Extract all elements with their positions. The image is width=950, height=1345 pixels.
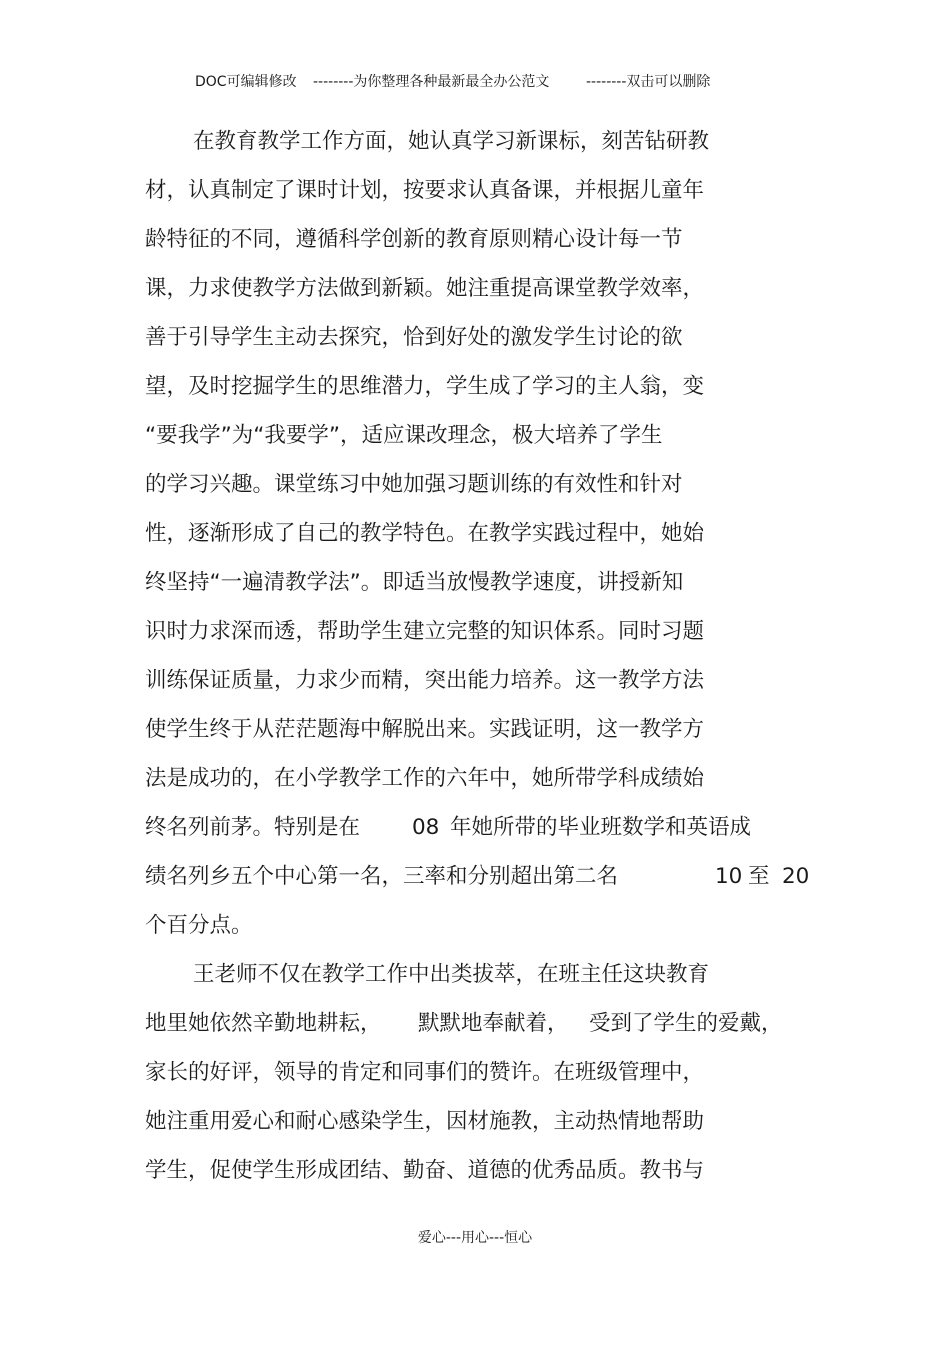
paragraph-1-line-9: 性，逐渐形成了自己的教学特色。在教学实践过程中，她始 [145, 521, 705, 546]
paragraph-1-line-11: 识时力求深而透，帮助学生建立完整的知识体系。同时习题 [145, 619, 705, 644]
paragraph-1-line-15 [145, 804, 785, 852]
paragraph-1-line-14: 法是成功的，在小学教学工作的六年中，她所带学科成绩始 [145, 766, 705, 791]
paragraph-2-line-4: 她注重用爱心和耐心感染学生，因材施教，主动热情地帮助 [145, 1109, 705, 1134]
header-tagline: --------为你整理各种最新最全办公范文 [313, 74, 550, 90]
paragraph-1-line-17: 个百分点。 [145, 913, 253, 938]
paragraph-1-line-8: 的学习兴趣。课堂练习中她加强习题训练的有效性和针对 [145, 472, 683, 497]
p2-line-2-text-a: 地里她依然辛勤地耕耘， [145, 1011, 382, 1036]
paragraph-1-line-16 [145, 853, 815, 901]
line-15-text-a: 终名列前茅。特别是在 [145, 815, 361, 840]
paragraph-1-line-2: 材，认真制定了课时计划，按要求认真备课，并根据儿童年 [145, 178, 705, 203]
paragraph-1-line-12: 训练保证质量，力求少而精，突出能力培养。这一教学方法 [145, 668, 705, 693]
line-15-year: 08 [412, 815, 440, 840]
page-header [0, 72, 950, 92]
paragraph-1-line-10: 终坚持“一遍清教学法”。即适当放慢教学速度，讲授新知 [145, 570, 684, 595]
page-footer: 爱心---用心---恒心 [417, 1230, 533, 1246]
line-16-text-a: 绩名列乡五个中心第一名，三率和分别超出第二名 [145, 864, 619, 889]
paragraph-2-line-5: 学生，促使学生形成团结、勤奋、道德的优秀品质。教书与 [145, 1158, 705, 1183]
line-16-number-10: 10 [715, 864, 743, 889]
header-doc-label: DOC可编辑修改 [195, 74, 297, 90]
paragraph-1-line-3: 龄特征的不同，遵循科学创新的教育原则精心设计每一节 [145, 227, 683, 252]
paragraph-2-line-1: 王老师不仅在教学工作中出类拔萃，在班主任这块教育 [193, 962, 710, 987]
paragraph-1-line-13: 使学生终于从茫茫题海中解脱出来。实践证明，这一教学方 [145, 717, 705, 742]
paragraph-2-line-2 [145, 1000, 795, 1048]
paragraph-1-line-6: 望，及时挖掘学生的思维潜力，学生成了学习的主人翁，变 [145, 374, 705, 399]
paragraph-2-line-3: 家长的好评，领导的肯定和同事们的赞许。在班级管理中， [145, 1060, 705, 1085]
line-16-text-to: 至 [748, 864, 770, 889]
p2-line-2-text-c: 受到了学生的爱戴， [589, 1011, 783, 1036]
paragraph-1-line-5: 善于引导学生主动去探究，恰到好处的激发学生讨论的欲 [145, 325, 683, 350]
header-delete-hint: --------双击可以删除 [586, 74, 711, 90]
paragraph-1-line-1: 在教育教学工作方面，她认真学习新课标，刻苦钻研教 [193, 129, 710, 154]
paragraph-1-line-4: 课，力求使教学方法做到新颖。她注重提高课堂教学效率， [145, 276, 705, 301]
line-16-number-20: 20 [782, 864, 810, 889]
paragraph-1-line-7: “要我学”为“我要学”，适应课改理念，极大培养了学生 [145, 423, 663, 448]
line-15-text-c: 年她所带的毕业班数学和英语成 [450, 815, 752, 840]
p2-line-2-text-b: 默默地奉献着， [418, 1011, 569, 1036]
